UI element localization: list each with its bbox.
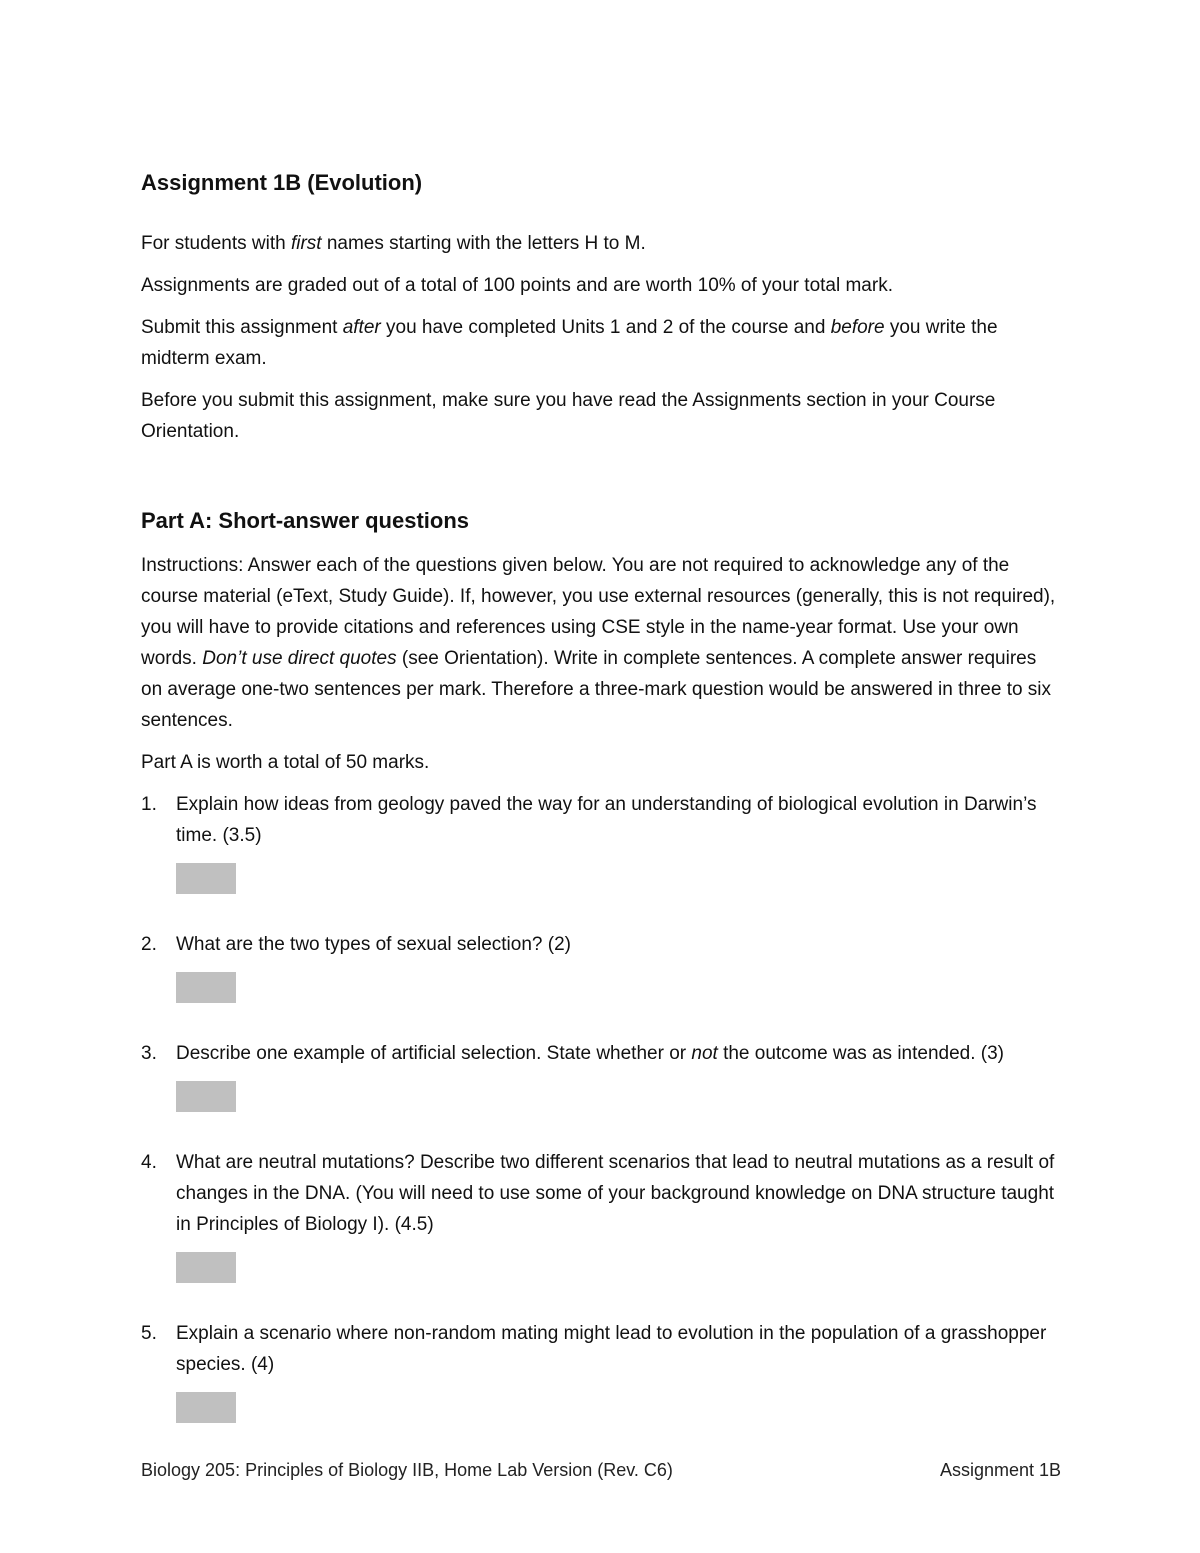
- question-text-start: Describe one example of artificial selection. State whether or: [176, 1043, 692, 1064]
- eligibility-emphasis: first: [290, 233, 322, 254]
- question-number: 4.: [141, 1152, 157, 1173]
- question-emphasis: not: [691, 1043, 718, 1064]
- question-number: 5.: [141, 1323, 157, 1344]
- document-body: [141, 166, 1061, 1423]
- timing-emphasis-before: before: [830, 317, 885, 338]
- instructions-emphasis: Don’t use direct quotes: [202, 648, 397, 669]
- question-number: 2.: [141, 934, 157, 955]
- question-text-end: the outcome was as intended. (3): [717, 1043, 1005, 1064]
- submission-timing-paragraph: [141, 312, 1061, 374]
- timing-text-middle: you have completed Units 1 and 2 of the course and: [380, 317, 831, 338]
- answer-field[interactable]: [176, 863, 236, 894]
- timing-text-start: Submit this assignment: [141, 317, 343, 338]
- part-a-total: Part A is worth a total of 50 marks.: [141, 752, 430, 773]
- question-number: 3.: [141, 1043, 157, 1064]
- answer-field[interactable]: [176, 1392, 236, 1423]
- question-text: Explain how ideas from geology paved the way for an understanding of biological evolution in Darwin’s time. (3.5): [176, 794, 1037, 846]
- grading-paragraph: Assignments are graded out of a total of 100 points and are worth 10% of your total mark.: [141, 275, 893, 296]
- eligibility-text-end: names starting with the letters H to M.: [321, 233, 646, 254]
- question-item: [141, 1318, 1061, 1423]
- instructions-paragraph: [141, 550, 1061, 736]
- question-text: Explain a scenario where non-random mating might lead to evolution in the population of a grasshopper species. (4): [176, 1323, 1047, 1375]
- part-a-heading: Part A: Short-answer questions: [141, 508, 470, 533]
- answer-field[interactable]: [176, 1252, 236, 1283]
- instructions-text-start: Instructions: Answer each of the questions given below. You are not required to acknowledge any of the course material (eText, Study Guide). If, however, you use external resources (generally, this is not required), you will have to provide citations and references using CSE style in the name-year format. Use your own words.: [141, 555, 1056, 669]
- eligibility-paragraph: [141, 228, 1061, 259]
- timing-emphasis-after: after: [342, 317, 381, 338]
- orientation-paragraph: Before you submit this assignment, make sure you have read the Assignments section in your Course Orientation.: [141, 390, 996, 442]
- instructions-text-end: (see Orientation). Write in complete sentences. A complete answer requires on average one-two sentences per mark. Therefore a three-mark question would be answered in three to six sentences.: [141, 648, 1052, 731]
- question-text: What are the two types of sexual selection? (2): [176, 934, 571, 955]
- question-item: [141, 1038, 1061, 1112]
- answer-field[interactable]: [176, 1081, 236, 1112]
- question-number: 1.: [141, 794, 157, 815]
- question-item: [141, 929, 1061, 1003]
- question-item: [141, 789, 1061, 894]
- timing-text-end: you write the midterm exam.: [141, 317, 998, 369]
- eligibility-text-start: For students with: [141, 233, 291, 254]
- page-title: Assignment 1B (Evolution): [141, 170, 423, 195]
- question-text: What are neutral mutations? Describe two different scenarios that lead to neutral mutations as a result of changes in the DNA. (You will need to use some of your background knowledge on DNA structure taught in Principles of Biology I). (4.5): [176, 1152, 1055, 1235]
- question-list: [141, 789, 1061, 1423]
- footer-assignment-label: Assignment 1B: [939, 1460, 1061, 1480]
- question-item: [141, 1147, 1061, 1283]
- answer-field[interactable]: [176, 972, 236, 1003]
- footer-course-title: Biology 205: Principles of Biology IIB, Home Lab Version (Rev. C6): [141, 1460, 673, 1480]
